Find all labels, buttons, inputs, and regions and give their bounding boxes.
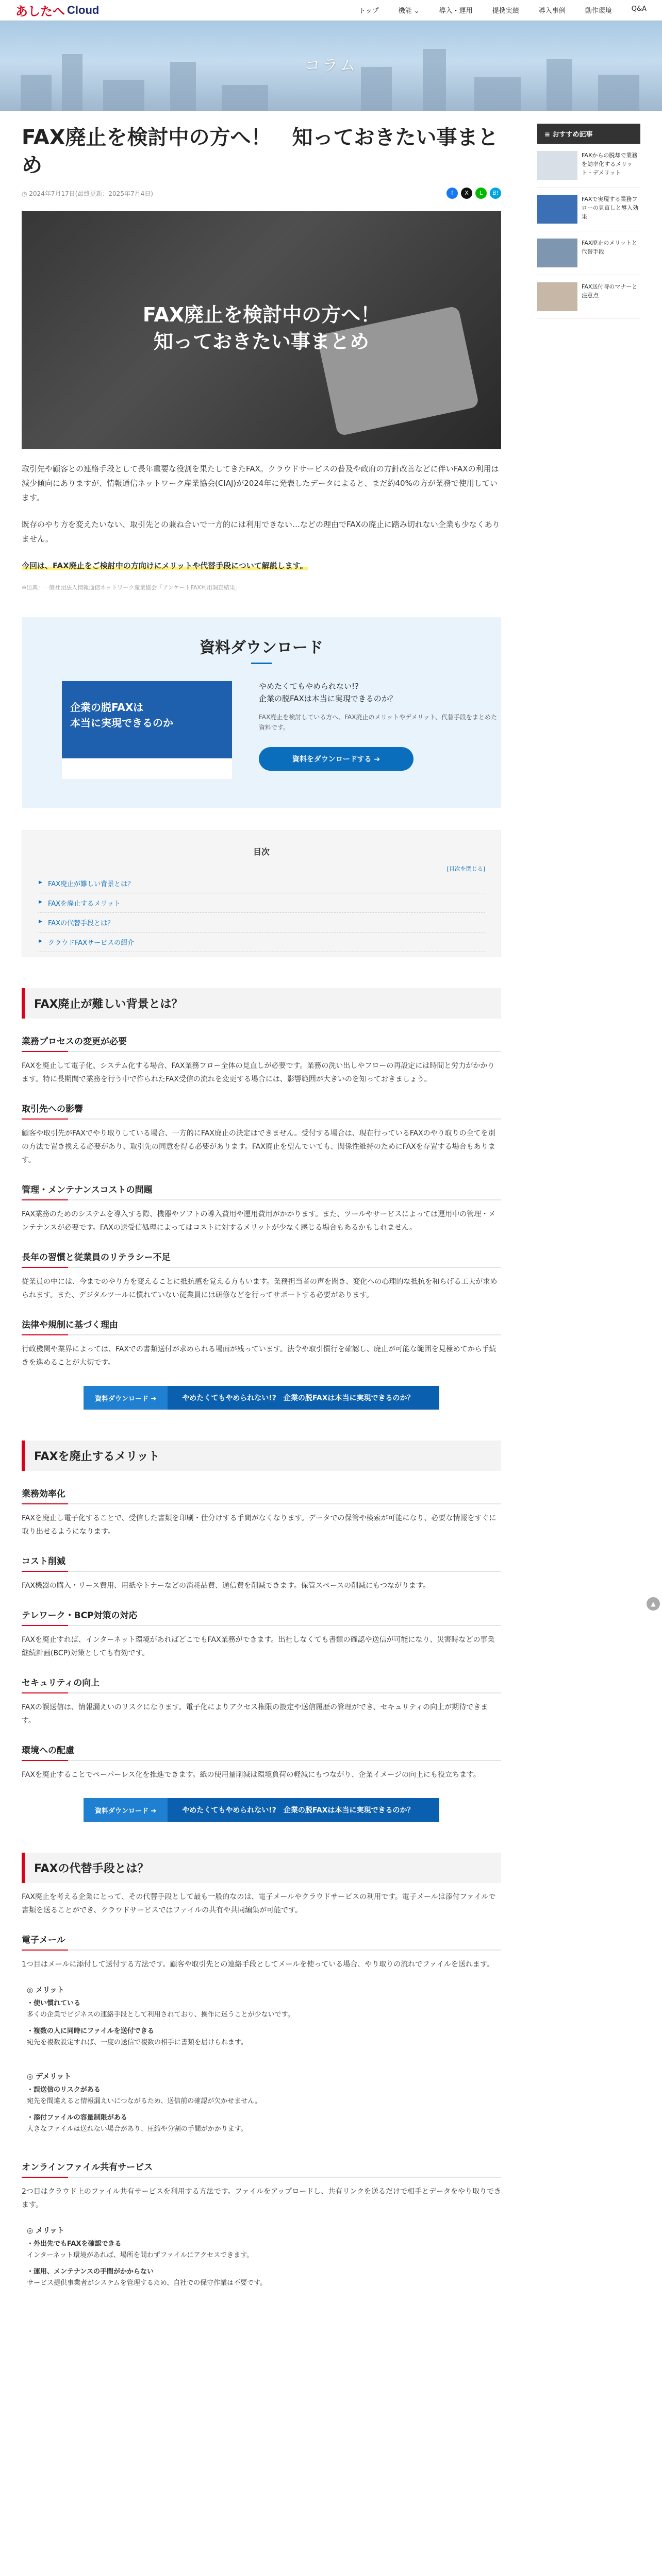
list-item: ・外出先でもFAXを確認できる インターネット環境があれば、場所を問わずファイルにアクセスできます。 [27, 2240, 254, 2259]
cta-text: やめたくてもやめられない!? 企業の脱FAXは本当に実現できるのか？ [182, 1394, 415, 1402]
download-cta-banner[interactable] [84, 1798, 439, 1822]
article-meta [22, 188, 501, 199]
hero-title: コラム [305, 57, 357, 75]
article-thumbnail [537, 239, 577, 267]
intro-paragraph-3: 今回は、FAX廃止をご検討中の方向けにメリットや代替手段について解説します。 [22, 561, 308, 570]
article-thumbnail [537, 195, 577, 224]
nav-partners[interactable]: 提携実績 [492, 7, 519, 15]
list-item: ・使い慣れている 多くの企業でビジネスの連絡手段として利用されており、操作に迷うことが少ないです。 [27, 1999, 294, 2019]
source-note[interactable]: ※出典：一般社団法人情報通信ネットワーク産業協会「アンケートFAX利用調査結果」 [22, 584, 241, 591]
scroll-to-top-button[interactable]: ▲ [647, 1597, 660, 1611]
subheading: テレワーク・BCP対策の対応 [22, 1608, 501, 1626]
section-heading: FAXを廃止するメリット [22, 1440, 501, 1471]
logo-cloud: Cloud [67, 3, 100, 16]
facebook-icon[interactable]: f [446, 188, 458, 199]
article-thumbnail [537, 282, 577, 311]
hero-banner [0, 21, 662, 111]
list-item: ・複数の人に同時にファイルを送付できる 宛先を複数設定すれば、一度の送信で複数の相手に書類を届けられます。 [27, 2027, 247, 2046]
nav-top[interactable]: トップ [359, 7, 379, 15]
list-item: ・運用、メンテナンスの手間がかからない サービス提供事業者がシステムを管理するため、自社での保守作業は不要です。 [27, 2268, 267, 2287]
nav-features[interactable]: 機能 ⌄ [398, 7, 420, 15]
demerit-label: ◎ デメリット [27, 2073, 71, 2081]
paragraph: 従業員の中には、今までのやり方を変えることに抵抗感を覚える方もいます。業務担当者の声を聞き、変化への心理的な抵抗を和らげる工夫が求められます。また、デジタルツールに慣れていない従業員には研修などを行ってサポートする必要があります。 [22, 1278, 498, 1299]
article [22, 124, 501, 2298]
section-heading: FAXの代替手段とは？ [22, 1853, 501, 1883]
paragraph: FAXを廃止して電子化、システム化する場合、FAX業務フロー全体の見直しが必要です。業務の洗い出しやフローの再設定には時間と労力がかかります。特に長期間で業務を行う中で作られたFAX受信の流れを変更する場合には、影響範囲が大きいのを知っておきましょう。 [22, 1062, 495, 1083]
subheading: 環境への配慮 [22, 1743, 501, 1761]
subheading: 業務プロセスの変更が必要 [22, 1034, 501, 1052]
article-thumbnail [537, 151, 577, 180]
intro-paragraph-2: 既存のやり方を変えたいない、取引先との兼ね合いで一方的には利用できない…などの理由でFAXの廃止に踏み切れない企業も少なくありません。 [22, 520, 500, 544]
paragraph: FAXを廃止し電子化することで、受信した書類を印刷・仕分けする手間がなくなります。データでの保管や検索が可能になり、必要な情報をすぐに取り出せるようになります。 [22, 1514, 496, 1536]
site-header [0, 0, 662, 21]
section-merits [22, 1440, 501, 1822]
sidebar [537, 124, 640, 319]
subheading: 取引先への影響 [22, 1101, 501, 1120]
toc-item[interactable]: ▶ FAXを廃止するメリット [38, 893, 485, 913]
download-question: やめたくてもやめられない!? 企業の脱FAXは本当に実現できるのか？ [259, 682, 397, 703]
paragraph: 顧客や取引先がFAXでやり取りしている場合、一方的にFAX廃止の決定はできません。受付する場合は、現在行っているFAXのやり取りの全てを別の方法で置き換える必要があり、取引先の同意を得る必要があります。FAX廃止を望んでいても、関係性維持のためにFAXを存置する場合もあります。 [22, 1129, 495, 1164]
x-icon[interactable]: X [461, 188, 472, 199]
paragraph: 2つ目はクラウド上のファイル共有サービスを利用する方法です。ファイルをアップロードし、共有リンクを送るだけで相手とデータをやり取りできます。 [22, 2188, 501, 2209]
merit-list [22, 1980, 501, 2058]
logo-text: あしたへ [15, 5, 65, 19]
toc-close-link[interactable]: [目次を閉じる] [446, 866, 485, 872]
section-background [22, 988, 501, 1410]
nav-environment[interactable]: 動作環境 [585, 7, 612, 15]
list-item: ・誤送信のリスクがある 宛先を間違えると情報漏えいにつながるため、送信前の確認が欠かせません。 [27, 2086, 262, 2105]
hatena-icon[interactable]: B! [490, 188, 501, 199]
paragraph: 1つ目はメールに添付して送付する方法です。顧客や取引先との連絡手段としてメールを使っている場合、やり取りの流れでファイルを送れます。 [22, 1960, 494, 1969]
paragraph: FAX業務のためのシステムを導入する際、機器やソフトの導入費用や運用費用がかかります。また、ツールやサービスによっては運用中の管理・メンテナンスが必要です。FAXの送受信処理によってはコストに対するメリットが少なく感じる場合もあるかもしれません。 [22, 1210, 496, 1232]
paragraph: FAX廃止を考える企業にとって、その代替手段として最も一般的なのは、電子メールやクラウドサービスの利用です。電子メールは添付ファイルで書類を送ることができ、クラウドサービスではファイルの共有や共同編集が可能です。 [22, 1893, 496, 1914]
toc-title: 目次 [253, 847, 270, 857]
subheading: 管理・メンテナンスコストの問題 [22, 1182, 501, 1200]
intro-paragraph-1: 取引先や顧客との連絡手段として長年重要な役割を果たしてきたFAX。クラウドサービスの普及や政府の方針改善などに伴いFAXの利用は減少傾向にありますが、情報通信ネットワーク産業協会(CIAJ)が2024年に発表したデータによると、まだ約40%の方が業務で使用しています。 [22, 464, 499, 502]
cta-text: やめたくてもやめられない!? 企業の脱FAXは本当に実現できるのか？ [182, 1806, 415, 1815]
site-logo[interactable] [15, 1, 99, 19]
sidebar-heading: ≡ おすすめ記事 [537, 124, 640, 144]
table-of-contents [22, 831, 501, 957]
article-date: ◷ 2024年7月17日(最終更新：2025年7月4日) [22, 190, 153, 197]
sidebar-article[interactable]: FAXからの脱却で業務を効率化するメリット・デメリット [537, 151, 640, 188]
sidebar-article[interactable]: FAXで実現する業務フローの見直しと導入効果 [537, 195, 640, 231]
download-thumbnail[interactable]: 企業の脱FAXは 本当に実現できるのか [62, 681, 232, 779]
subheading: 電子メール [22, 1933, 501, 1951]
paragraph: FAXを廃止すれば、インターネット環境があればどこでもFAX業務ができます。出社しなくても書類の確認や送信が可能になり、災害時などの事業継続計画(BCP)対策としても有効です。 [22, 1636, 495, 1657]
download-button[interactable]: 資料をダウンロードする ➔ [259, 747, 413, 771]
cta-label: 資料ダウンロード ➔ [84, 1798, 168, 1822]
sidebar-article[interactable]: FAX廃止のメリットと代替手段 [537, 239, 640, 275]
download-box [22, 617, 501, 808]
share-buttons [446, 188, 501, 199]
sidebar-article[interactable]: FAX送付時のマナーと注意点 [537, 282, 640, 319]
section-alternatives [22, 1853, 501, 2298]
download-cta-banner[interactable] [84, 1386, 439, 1410]
merit-list [22, 2221, 501, 2298]
subheading: コスト削減 [22, 1554, 501, 1572]
article-title: FAX廃止を検討中の方へ！ 知っておきたい事まとめ [22, 126, 499, 177]
section-heading: FAX廃止が難しい背景とは？ [22, 988, 501, 1019]
toc-item[interactable]: ▶ FAX廃止が難しい背景とは？ [38, 874, 485, 893]
line-icon[interactable]: L [475, 188, 487, 199]
merit-label: ◎ メリット [27, 1986, 64, 1994]
subheading: セキュリティの向上 [22, 1675, 501, 1693]
subheading: 法律や規制に基づく理由 [22, 1317, 501, 1335]
nav-introduction[interactable]: 導入・運用 [439, 7, 473, 15]
nav-cases[interactable]: 導入事例 [538, 7, 566, 15]
toc-item[interactable]: ▶ FAXの代替手段とは？ [38, 913, 485, 933]
list-item: ・添付ファイルの容量制限がある 大きなファイルは送れない場合があり、圧縮や分割の手間がかかります。 [27, 2114, 247, 2133]
subheading: 長年の習慣と従業員のリテラシー不足 [22, 1250, 501, 1268]
subheading: 業務効率化 [22, 1486, 501, 1504]
toc-item[interactable]: ▶ クラウドFAXサービスの紹介 [38, 933, 485, 952]
paragraph: FAXの誤送信は、情報漏えいのリスクになります。電子化によりアクセス権限の設定や送信履歴の管理ができ、セキュリティの向上が期待できます。 [22, 1703, 488, 1725]
merit-label: ◎ メリット [27, 2227, 64, 2235]
subheading: オンラインファイル共有サービス [22, 2160, 501, 2178]
eyecatch-image [22, 211, 501, 449]
global-nav [359, 5, 647, 15]
download-desc: FAX廃止を検討している方へ、FAX廃止のメリットやデメリット、代替手段をまとめた資料です。 [259, 714, 497, 731]
demerit-list [22, 2067, 501, 2144]
paragraph: FAXを廃止することでペーパーレス化を推進できます。紙の使用量削減は環境負荷の軽減にもつながり、企業イメージの向上にも役立ちます。 [22, 1771, 481, 1779]
cta-label: 資料ダウンロード ➔ [84, 1386, 168, 1410]
paragraph: 行政機関や業界によっては、FAXでの書類送付が求められる場面が残っています。法令や取引慣行を確認し、廃止が可能な範囲を見極めてから手続きを進めることが大切です。 [22, 1345, 496, 1367]
download-title: 資料ダウンロード [200, 639, 323, 657]
eyecatch-title: FAX廃止を検討中の方へ！ 知っておきたい事まとめ [142, 303, 380, 353]
paragraph: FAX機器の購入・リース費用、用紙やトナーなどの消耗品費、通信費を削減できます。保管スペースの削減にもつながります。 [22, 1582, 431, 1590]
nav-qa[interactable]: Q&A [631, 5, 647, 13]
